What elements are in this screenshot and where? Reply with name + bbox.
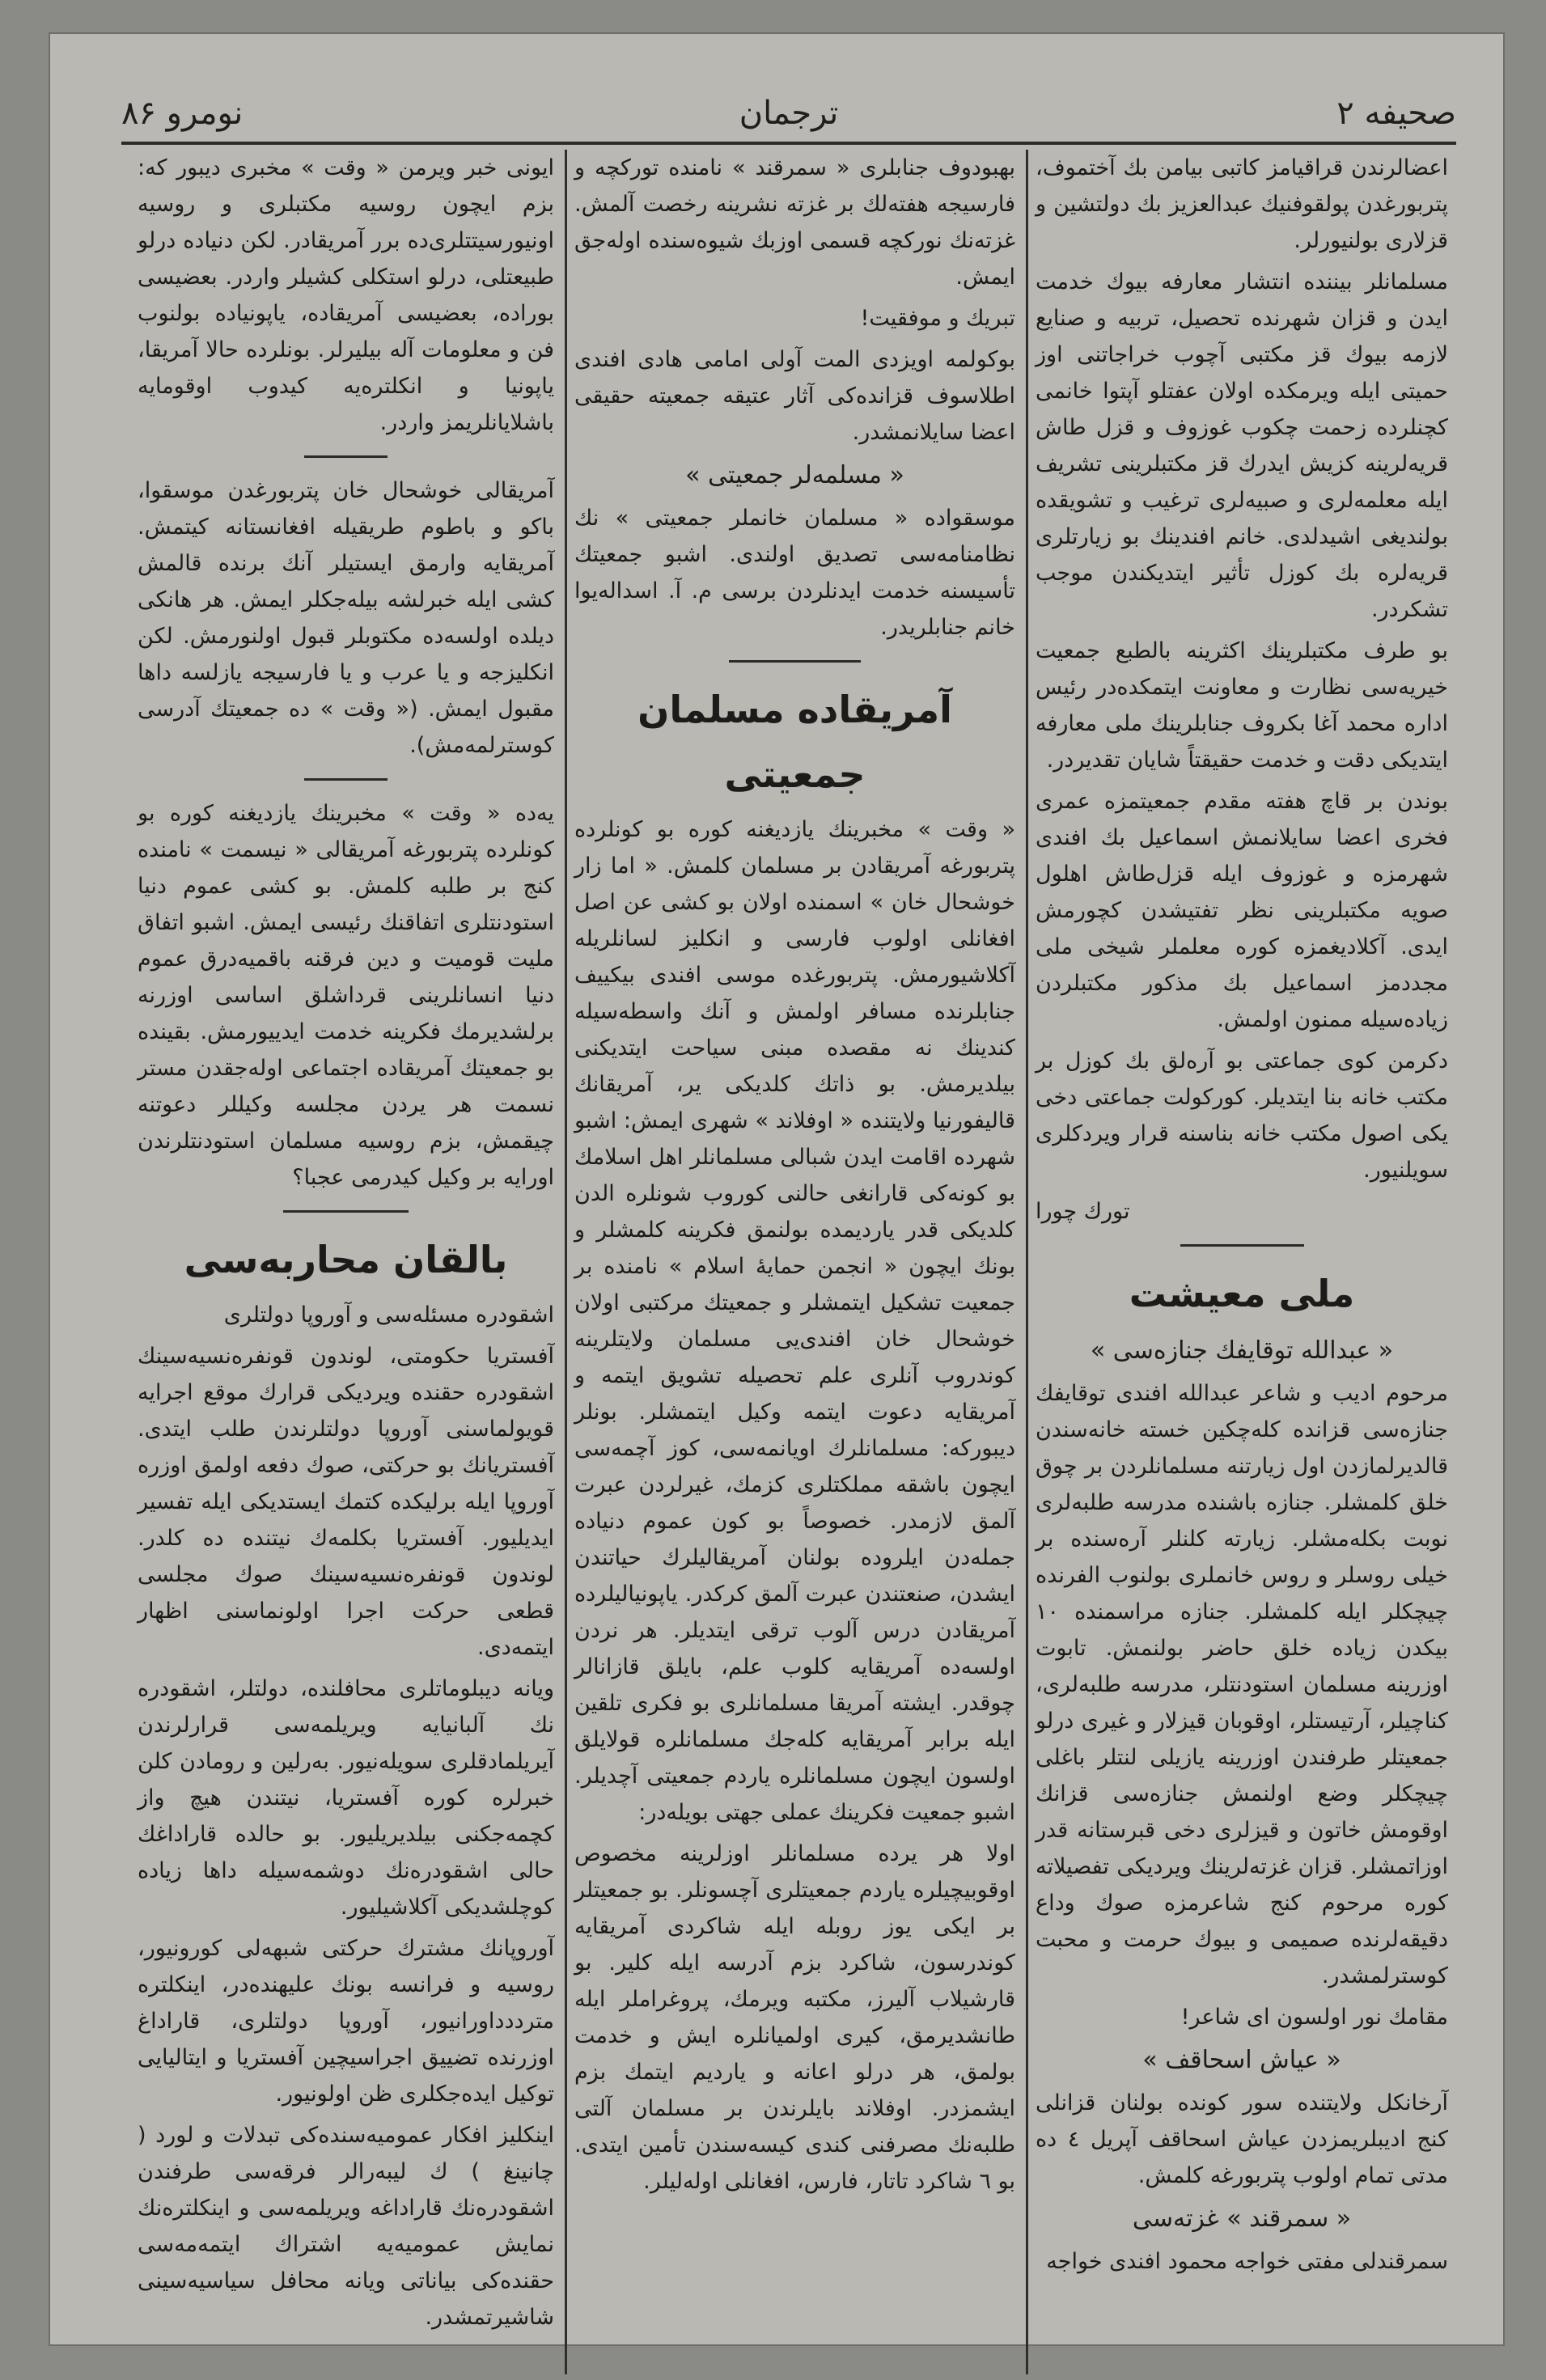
separator-rule	[283, 1210, 409, 1213]
paragraph: مرحوم ادیب و شاعر عبدالله افندی توقایفك جنازه‌سی قزانده کله‌چکین خسته خانه‌سندن قالدیرلمازدن اول زیارتنه مسلمانلردن بر چوق خلق کلمشلر. جنازه باشنده مدرسه طلبه‌لری نوبت بکله‌مشلر. زیارته کلنلر آره‌سنده بر خیلی روسلر و روس خانملری بولنوب الفرنده چیچکلر ایله کلمشلر. جنازه مراسمنده ۱۰ بیکدن زیاده خلق حاضر بولنمش. تابوت اوزرینه مسلمان استودنتلر، مدرسه طلبه‌لری، کناچیلر، آرتیستلر، اوقوبان قیزلار و غیری درلو جمعیتلر طرفندن اوزرینه یازیلی لنتلر باغلی چیچکلر وضع اولنمش جنازه‌سی قزانك اوقومش خاتون و قیزلری دخی قبرستانه قدر اوزاتمشلر. قزان غزته‌لرینك ویردیکی تفصیلاته کوره مرحوم کنج شاعرمزه صوك وداع دقیقه‌لرنده صمیمی و بیوك حرمت و محبت کوسترلمشدر.	[1036, 1381, 1448, 1988]
page-header	[121, 77, 1456, 145]
paragraph: اینکلیز افکار عمومیه‌سنده‌کی تبدلات و لورد ( چانینغ ) ك لیبه‌رالر فرقه‌سی طرفندن اشقودره‌نك قاراداغه ویریلمه‌سی و اینکلتره‌نك نمایش عمومیه‌یه اشتراك ایتمه‌مه‌سی حقنده‌کی بیاناتی ویانه محافل سیاسیه‌سینی شاشیرتمشدر.	[138, 2123, 554, 2330]
paragraph: آمریقالی خوشحال خان پتربورغدن موسقوا، باکو و باطوم طریقیله افغانستانه کیتمش. آمریقایه وارمق ایستیلر آنك برنده قالمش کشی ایله خبرلشه بیله‌جکلر ایمش. هر هانکی دیلده اولسه‌ده مکتوبلر قبول اولنورمش. لکن انکلیزجه و یا عرب و یا فارسیجه یازلسه داها مقبول ایمش. (« وقت » ده جمعیتك آدرسی کوسترلمه‌مش).	[138, 478, 554, 758]
newspaper-page	[49, 32, 1505, 2346]
paragraph: ویانه دیبلوماتلری محافلنده، دولتلر، اشقودره نك آلبانیایه ویریلمه‌سی قرارلرندن آیریلمادقلری سویله‌نیور. بەرلین و رومادن کلن خبرلره کوره آفستریا، نیتندن هیچ واز کچمه‌جکنی بیلدیریلیور. بو حالده قاراداغك حالی اشقودره‌نك دوشمه‌سیله داها زیاده کوچلشدیکی آکلاشیلیور.	[138, 1676, 554, 1920]
subheading: « عبدالله توقایفك جنازه‌سی »	[1090, 1336, 1394, 1365]
paragraph: مقامك نور اولسون ای شاعر!	[1180, 2005, 1448, 2030]
paragraph: یه‌ده « وقت » مخبرینك یازدیغنه کوره بو کونلرده پتربورغه آمریقالی « نیسمت » نامنده کنج بر طلبه کلمش. بو کشی عموم دنیا استودنتلری اتفاقنك رئیسی ایمش. اشبو اتفاق ملیت قومیت و دین فرقنه باقمیه‌درق عموم دنیا انسانلرینی قرداشلق اساسی اوزرنه برلشدیرمك فکرینه خدمت ایدییورمش. بقینده بو جمعیتك آمریقاده اجتماعی اوله‌جقدن مستر نسمت هر یردن مجلسه وکیللر دعوتنه چیقمش، بزم روسیه مسلمان استودنتلرندن اورایه بر وکیل کیدرمی عجبا؟	[138, 801, 554, 1190]
subheading: « عیاش اسحاقف »	[1142, 2046, 1341, 2074]
separator-rule	[729, 660, 862, 663]
paragraph: بوکولمه اویزدی المت آولی امامی هادی افندی اطلاسوف قزانده‌کی آثار عتیقه جمعیته حقیقی اعضا سایلانمشدر.	[574, 347, 1015, 445]
paragraph: تبریك و موفقیت!	[860, 306, 1015, 331]
paragraph: بهبودوف جنابلری « سمرقند » نامنده تورکچه و فارسیجه هفته‌لك بر غزته نشرینه رخصت آلمش. غزته‌نك نورکچه قسمی اوزبك شیوه‌سنده اوله‌جق ایمش.	[574, 155, 1015, 290]
section-heading: بالقان محاربه‌سی	[184, 1238, 508, 1281]
separator-rule	[1180, 1244, 1304, 1247]
paragraph: مسلمانلر بیننده انتشار معارفه بیوك خدمت ایدن و قزان شهرنده تحصیل، تربیه و صنایع لازمه بیوك قز مکتبی آچوب خراجاتنی اوز حمیتی ایله ویرمکده اولان عفتلو آپتوا خانمی کچنلرده زحمت چکوب غوزوف و قزل طاش قریه‌لرینه کزیش ایدرك قز مکتبلرینی تشریف ایله معلمه‌لری و صبیه‌لری ترغیب و تشویقده بولندیغی اشیدلدی. خانم افندینك بو زیارتلری قریه‌لره بك کوزل تأثیر ایتدیکندن موجب تشکردر.	[1036, 269, 1448, 622]
subheading: « سمرقند » غزته‌سی	[1132, 2204, 1352, 2233]
separator-rule	[304, 455, 388, 458]
paragraph: بو طرف مکتبلرینك اکثرینه بالطبع جمعیت خیریه‌سی نظارت و معاونت ایتمکده‌در رئیس اداره محمد آغا بکروف جنابلرینك ملی معارفه ایتدیکی دقت و خدمت حقیقتاً شایان تقدیردر.	[1036, 638, 1448, 773]
section-heading: آمریقاده مسلمان جمعیتی	[637, 688, 952, 796]
issue-number: نومرو ۸۶	[121, 95, 244, 132]
paragraph: سمرقندلی مفتی خواجه محمود افندی خواجه	[1046, 2249, 1448, 2274]
paragraph: آرخانکل ولایتنده سور کونده بولنان قزانلی کنج ادیبلریمزدن عیاش اسحاقف آپریل ٤ ده مدتی تمام اولوب پتربورغه کلمش.	[1036, 2090, 1448, 2188]
paragraph: اشقودره مسئله‌سی و آوروپا دولتلری	[223, 1302, 554, 1328]
column-right	[1036, 150, 1448, 2374]
column-left	[138, 150, 554, 2374]
columns-area	[121, 150, 1456, 2374]
paragraph: ایونی خبر ویرمن « وقت » مخبری دیبور که: بزم ایچون روسیه مکتبلری و روسیه اونیورسیتتلری‌ده برر آمریقادر. لکن دنیاده درلو طبیعتلی، درلو استکلی کشیلر واردر. بعضیسی بوراده، بعضیسی آمریقاده، یاپونیاده بولنوب فن و معلومات آله بیلیرلر. بونلرده حالا آمریقا، یاپونیا و انکلتره‌یه کیدوب اوقومایه باشلایانلریمز واردر.	[138, 155, 554, 435]
page-number: صحیفه ۲	[1336, 95, 1456, 132]
paragraph: « وقت » مخبرینك یازدیغنه کوره بو کونلرده پتربورغه آمریقادن بر مسلمان کلمش. « اما زار خوشحال خان » اسمنده اولان بو کشی عن اصل افغانلی اولوب فارسی و انکلیز لسانلریله آکلاشیورمش. پتربورغده موسی افندی بیکییف جنابلرنده مسافر اولمش و آنك واسطه‌سیله کندینك نه مقصده مبنی سیاحت ایتدیکنی بیلدیرمش. بو ذاتك کلدیکی یر، آمریقانك قالیفورنیا ولایتنده « اوفلاند » شهری ایمش: اشبو شهرده اقامت ایدن شبالی مسلمانلر اهل اسلامك بو کونه‌کی قارانغی حالنی کوروب شونلره الدن کلدیکی قدر یاردیمده بولنمق فکرینه کلمشلر و بونك ایچون « انجمن حمایهٔ اسلام » نامنده بر جمعیت تشکیل ایتمشلر و جمعیتك مرکتبی اولان خوشحال خان افندی‌یی مسلمان ولایتلرینه کوندروب آنلری علم تحصیله تشویق ایتمه و آمریقایه دعوت ایتمه وکیل ایتمشلر. بونلر دیبورکه: مسلمانلرك اویانمه‌سی، کوز آچمه‌سی ایچون باشقه مملکتلری کزمك، غیرلردن عبرت آلمق لازمدر. خصوصاً بو کون عموم دنیاده جمله‌دن ایلروده بولنان آمریقالیلرك حیاتندن ایشدن، صنعتندن عبرت آلمق کرکدر. یاپونیالیلرده آمریقادن درس آلوب ترقی ایتدیلر. هر نردن اولسه‌ده آمریقایه کلوب علم، بایلق قازانالر چوقدر. ایشته آمریقا مسلمانلری بو فکری تلقین ایله برابر آمریقایه کله‌جك مسلمانلره قولایلق اولسون ایچون مسلمانلره یاردم جمعیتی آچدیلر. اشبو جمعیت فکرینك عملی جهتی بویله‌در:	[574, 817, 1015, 1825]
paragraph: آوروپانك مشترك حرکتی شبهه‌لی کورونیور، روسیه و فرانسه بونك علیهنده‌در، اینکلتره مترددداورانیور، آوروپا دولتلری، قاراداغ اوزرنده تضییق اجراسیچین آفستریا و ایتالیایی توکیل ایده‌جکلری ظن اولونیور.	[138, 1936, 554, 2107]
paragraph: اولا هر یرده مسلمانلر اوزلرینه مخصوص اوقوبیچیلره یاردم جمعیتلری آچسونلر. بو جمعیتلر بر ایکی یوز روبله ایله شاکردی آمریقایه کوندرسون، شاکرد بزم آدرسه ایله کلیر. بو قارشیلاب آلیرز، مکتبه ویرمك، پروغراملر ایله طانشدیرمق، کیری اولمیانلره ایش و خدمت بولمق، هر درلو اعانه و یاردیم ایتمك بزم ایشمزدر. اوفلاند بایلرندن بر مسلمان آلتی طلبه‌نك مصرفنی کندی کیسه‌سندن تأمین ایتدی. بو ٦ شاکرد تاتار، فارس، افغانلی اوله‌لیلر.	[574, 1841, 1015, 2194]
signature: تورك چورا	[1036, 1199, 1130, 1224]
column-middle	[574, 150, 1015, 2374]
paragraph: بوندن بر قاچ هفته مقدم جمعیتمزه عمری فخری اعضا سایلانمش اسماعیل بك افندی شهرمزه و غوزوف ایله قزل‌طاش اهلول صویه مکتبلرینی نظر تفتیشدن کچورمش ایدی. آکلادیغمزه کوره معلملر شیخی ملی مجددمز اسماعیل بك مذکور مکتبلردن زیاده‌سیله ممنون اولمش.	[1036, 789, 1448, 1032]
paragraph: آفستریا حکومتی، لوندون قونفره‌نسیه‌سینك اشقودره حقنده ویردیکی قرارك موقع اجرایه قویولماسنی آوروپا دولتلرندن طلب ایتدی. آفستریانك بو حرکتی، صوك دفعه اولمق اوزره آوروپا ایله برلیکده کتمك ایستدیکی ایله تفسیر ایدیلیور. آفستریا بکلمه‌ك نیتنده ده کلدر. لوندون قونفره‌نسیه‌سینك صوك مجلسی قطعی حرکت اجرا اولونماسنی اظهار ایتمه‌دی.	[138, 1344, 554, 1660]
paragraph: اعضالرندن قراقیامز کاتبی بیامن بك آختموف، پتربورغدن پولقوفنیك عبدالعزیز بك دولتشین و قزلاری بولنیورلر.	[1036, 155, 1448, 253]
column-divider	[1026, 150, 1028, 2374]
subheading: « مسلمه‌لر جمعیتی »	[685, 461, 904, 489]
paragraph: موسقواده « مسلمان خانملر جمعیتی » نك نظامنامه‌سی تصدیق اولندی. اشبو جمعیتك تأسیسنه خدمت ایدنلردن برسی م. آ. اسداله‌یوا خانم جنابلریدر.	[574, 506, 1015, 640]
paragraph: دکرمن کوی جماعتی بو آره‌لق بك کوزل بر مکتب خانه بنا ایتدیلر. کورکولت جماعتی دخی یکی اصول مکتب خانه بناسنه قرار ویردکلری سویلنیور.	[1036, 1048, 1448, 1183]
column-divider	[565, 150, 567, 2374]
section-heading: ملی معیشت	[1129, 1272, 1355, 1315]
separator-rule	[304, 778, 388, 781]
newspaper-title: ترجمان	[739, 95, 839, 132]
